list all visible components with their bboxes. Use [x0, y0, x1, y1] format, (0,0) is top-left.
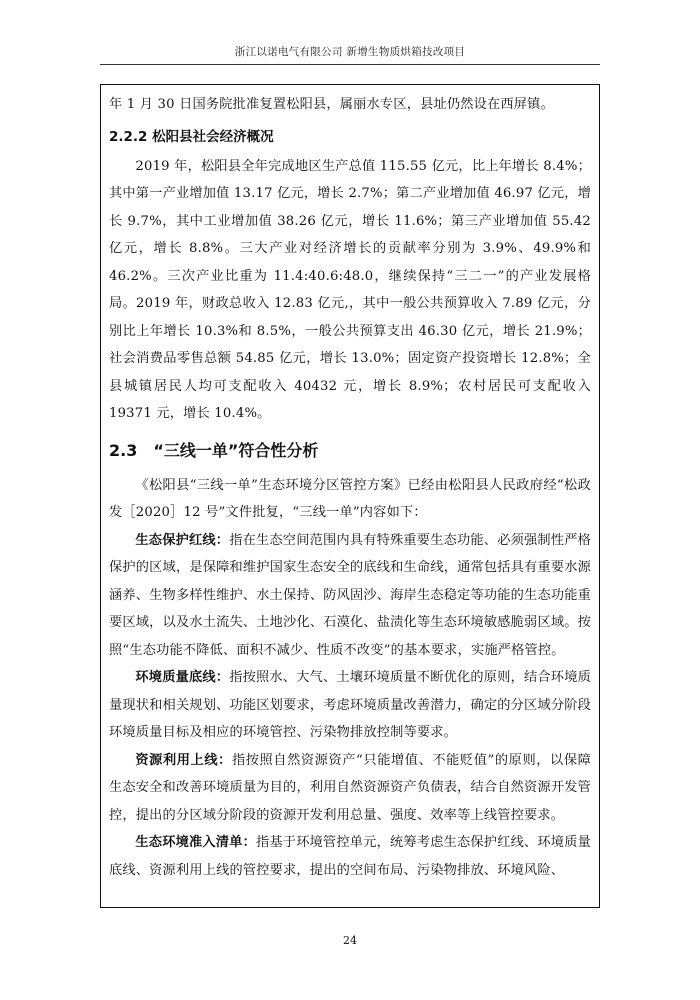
document-header: 浙江以诺电气有限公司 新增生物质烘箱技改项目: [234, 46, 466, 58]
term-environmental-quality-baseline: 环境质量底线：: [135, 670, 230, 685]
paragraph-resource-utilization-cap: [109, 747, 591, 830]
paragraph-history: 年 1 月 30 日国务院批准复置松阳县，属丽水专区，县址仍然设在西屏镇。: [109, 97, 554, 112]
paragraph-access-list: [109, 829, 591, 884]
section-heading-2-3: 2.3 “三线一单”符合性分析: [109, 440, 319, 460]
text-resource-utilization-cap: 指按照自然资源资产“只能增值、不能贬值”的原则，以保障生态安全和改善环境质量为目的，利用自然资源资产负债表，结合自然资源开发管控，提出的分区域分阶段的资源开发利用总量、强度、效率等上线管控要求。: [109, 752, 591, 823]
paragraph-environmental-quality-baseline: [109, 664, 591, 747]
section-heading-2-2-2: 2.2.2 松阳县社会经济概况: [109, 128, 274, 145]
paragraph-plan-approval: 《松阳县“三线一单”生态环境分区管控方案》已经由松阳县人民政府经“松政发［2020］12 号”文件批复，“三线一单”内容如下：: [109, 477, 591, 520]
header-rule: [100, 64, 600, 65]
text-access-list: 指基于环境管控单元，统筹考虑生态保护红线、环境质量底线、资源利用上线的管控要求，提出的空间布局、污染物排放、环境风险、: [109, 835, 591, 878]
term-ecological-red-line: 生态保护红线：: [135, 532, 230, 548]
page-number: 24: [343, 934, 357, 947]
text-environmental-quality-baseline: 指按照水、大气、土壤环境质量不断优化的原则，结合环境质量现状和相关规划、功能区划要求，考虑环境质量改善潜力，确定的分区域分阶段环境质量目标及相应的环境管控、污染物排放控制等要求。: [109, 670, 591, 740]
text-ecological-red-line: 指在生态空间范围内具有特殊重要生态功能、必须强制性严格保护的区域，是保障和维护国家生态安全的底线和生命线，通常包括具有重要水源涵养、生物多样性维护、水土保持、防风固沙、海岸生态稳定等功能的生态功能重要区域，以及水土流失、土地沙化、石漠化、盐渍化等生态环境敏感脆弱区域。按照“生态功能不降低、面积不减少、性质不改变”的基本要求，实施严格管控。: [109, 532, 591, 658]
term-access-list: 生态环境准入清单：: [135, 835, 256, 850]
content-frame: [100, 84, 600, 908]
paragraph-ecological-red-line: [109, 527, 591, 665]
term-resource-utilization-cap: 资源利用上线：: [135, 752, 232, 768]
paragraph-economy: 2019 年，松阳县全年完成地区生产总值 115.55 亿元，比上年增长 8.4%；其中第一产业增加值 13.17 亿元，增长 2.7%；第二产业增加值 46.97 亿元，增长 9.7%，其中工业增加值 38.26 亿元，增长 11.6%；第三产业增加值 55.42 亿元，增长 8.8%。三大产业对经济增长的贡献率分别为 3.9%、49.9%和 46.2%。三次产业比重为 11.4:40.6:48.0，继续保持“三二一”的产业发展格局。2019 年，财政总收入 12.83 亿元,，其中一般公共预算收入 7.89 亿元，分别比上年增长 10.3%和 8.5%，一般公共预算支出 46.30 亿元，增长 21.9%；社会消费品零售总额 54.85 亿元，增长 13.0%；固定资产投资增长 12.8%；全县城镇居民人均可支配收入 40432 元，增长 8.9%；农村居民可支配收入 19371 元，增长 10.4%。: [109, 158, 591, 421]
